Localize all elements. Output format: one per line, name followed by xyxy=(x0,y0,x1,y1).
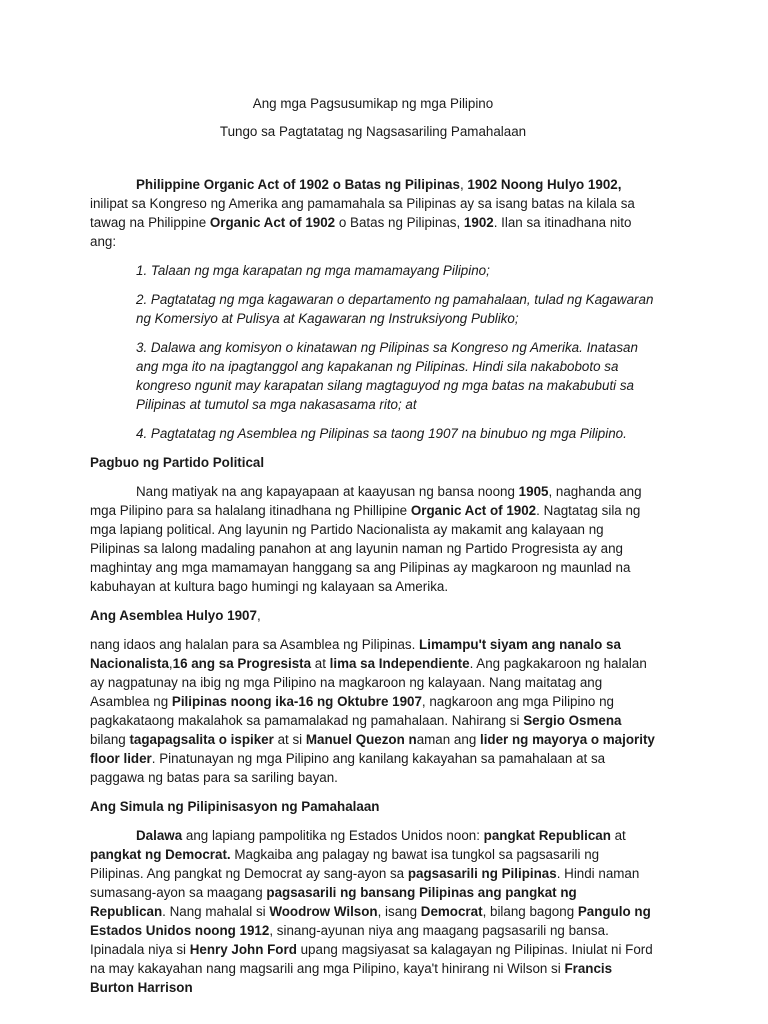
bold-text: Ang Asemblea Hulyo 1907 xyxy=(90,608,257,623)
bold-text: Pilipinas noong ika-16 ng Oktubre 1907 xyxy=(171,694,422,709)
list-item: 4. Pagtatatag ng Asemblea ng Pilipinas sa taong 1907 na binubuo ng mga Pilipino. xyxy=(136,426,627,441)
asemblea-paragraph: nang idaos ang halalan para sa Asamblea ng Pilipinas. Limampu't siyam ang nanalo sa Nacionalista,16 ang sa Progresista at lima sa Independiente. Ang pagkakaroon ng halalan ay nagpatunay na ibig ng mga Pilipino na magkaroon ng kalayaan. Nang maitatag ang Asamblea ng Pilipinas noong ika-16 ng Oktubre 1907, nagkaroon ang mga Pilipino ng pagkakataong makalahok sa pamamalakad ng pamahalaan. Nahirang si Sergio Osmena bilang tagapagsalita o ispiker at si Manuel Quezon naman ang lider ng mayorya o majority floor lider. Pinatunayan ng mga Pilipino ang kanilang kakayahan sa pamahalaan at sa paggawa ng batas para sa sariling bayan. xyxy=(90,637,655,785)
bold-text: Dalawa xyxy=(136,828,183,843)
bold-text: Philippine Organic Act of 1902 o Batas ng Pilipinas xyxy=(136,177,460,192)
bold-text: 1905 xyxy=(518,484,549,499)
bold-text: lider ng mayorya o majority floor lider xyxy=(90,732,655,766)
bold-text: Francis Burton Harrison xyxy=(90,961,613,995)
bold-text: Organic Act of 1902 xyxy=(410,503,537,518)
section-heading-asemblea: Ang Asemblea Hulyo 1907, xyxy=(90,608,261,623)
list-item: 1. Talaan ng mga karapatan ng mga mamamayang Pilipino; xyxy=(136,263,490,278)
document-title: Ang mga Pagsusumikap ng mga Pilipino xyxy=(252,96,494,111)
bold-text: Woodrow Wilson xyxy=(269,904,378,919)
section-heading-partido: Pagbuo ng Partido Political xyxy=(90,455,265,470)
bold-text: 1902 Noong Hulyo 1902, xyxy=(467,177,622,192)
simula-paragraph: Dalawa ang lapiang pampolitika ng Estados Unidos noon: pangkat Republican at pangkat ng Democrat. Magkaiba ang palagay ng bawat isa tungkol sa pagsasarili ng Pilipinas. Ang pangkat ng Democrat ay sang-ayon sa pagsasarili ng Pilipinas. Hindi naman sumasang-ayon sa maagang pagsasarili ng bansang Pilipinas ang pangkat ng Republican. Nang mahalal si Woodrow Wilson, isang Democrat, bilang bagong Pangulo ng Estados Unidos noong 1912, sinang-ayunan niya ang maagang pagsasarili ng bansa. Ipinadala niya si Henry John Ford upang magsiyasat sa kalagayan ng Pilipinas. Iniulat ni Ford na may kakayahan nang magsarili ang mga Pilipino, kaya't hinirang ni Wilson si Francis Burton Harrison xyxy=(90,828,653,995)
bold-text: Limampu't siyam ang nanalo sa Nacionalista xyxy=(90,637,621,671)
bold-text: pangkat Republican xyxy=(483,828,611,843)
bold-text: Organic Act of 1902 xyxy=(209,215,336,230)
section-heading-simula: Ang Simula ng Pilipinisasyon ng Pamahalaan xyxy=(90,799,380,814)
bold-text: tagapagsalita o ispiker xyxy=(129,732,274,747)
bold-text: pangkat ng Democrat. xyxy=(90,847,231,862)
list-item: 2. Pagtatatag ng mga kagawaran o departamento ng pamahalaan, tulad ng Kagawaran ng Komersiyo at Pulisya at Kagawaran ng Instruksiyong Publiko; xyxy=(136,292,654,326)
intro-paragraph: Philippine Organic Act of 1902 o Batas ng Pilipinas, 1902 Noong Hulyo 1902, inilipat sa Kongreso ng Amerika ang pamamahala sa Pilipinas ay sa isang batas na kilala sa tawag na Philippine Organic Act of 1902 o Batas ng Pilipinas, 1902. Ilan sa itinadhana nito ang: xyxy=(90,177,635,249)
bold-text: pagsasarili ng Pilipinas xyxy=(407,866,557,881)
bold-text: lima sa Independiente xyxy=(329,656,470,671)
bold-text: Sergio Osmena xyxy=(523,713,622,728)
bold-text: pagsasarili ng bansang Pilipinas ang pangkat ng Republican xyxy=(90,885,577,919)
list-item: 3. Dalawa ang komisyon o kinatawan ng Pilipinas sa Kongreso ng Amerika. Inatasan ang mga ito na ipagtanggol ang kapakanan ng Pilipinas. Hindi sila nakaboboto sa kongreso ngunit may karapatan silang magtaguyod ng mga batas na makabubuti sa Pilipinas at tumutol sa mga nakasasama rito; at xyxy=(136,340,638,412)
bold-text: 16 ang sa Progresista xyxy=(172,656,312,671)
bold-text: 1902 xyxy=(463,215,494,230)
bold-text: Manuel Quezon n xyxy=(305,732,417,747)
document-subtitle: Tungo sa Pagtatatag ng Nagsasariling Pamahalaan xyxy=(219,124,527,139)
provisions-list xyxy=(90,261,656,443)
bold-text: Henry John Ford xyxy=(189,942,297,957)
partido-paragraph: Nang matiyak na ang kapayapaan at kaayusan ng bansa noong 1905, naghanda ang mga Pilipino para sa halalang itinadhana ng Phillipine Organic Act of 1902. Nagtatag sila ng mga lapiang political. Ang layunin ng Partido Nacionalista ay makamit ang kalayaan ng Pilipinas sa lalong madaling panahon at ang layunin naman ng Partido Progresista ay ang maghintay ang mga mamamayan hanggang sa ang Pilipinas ay magkaroon ng maunlad na kabuhayan at kultura bago humingi ng kalayaan sa Amerika. xyxy=(90,484,642,594)
bold-text: Pangulo ng Estados Unidos noong 1912 xyxy=(90,904,651,938)
bold-text: Democrat xyxy=(420,904,483,919)
